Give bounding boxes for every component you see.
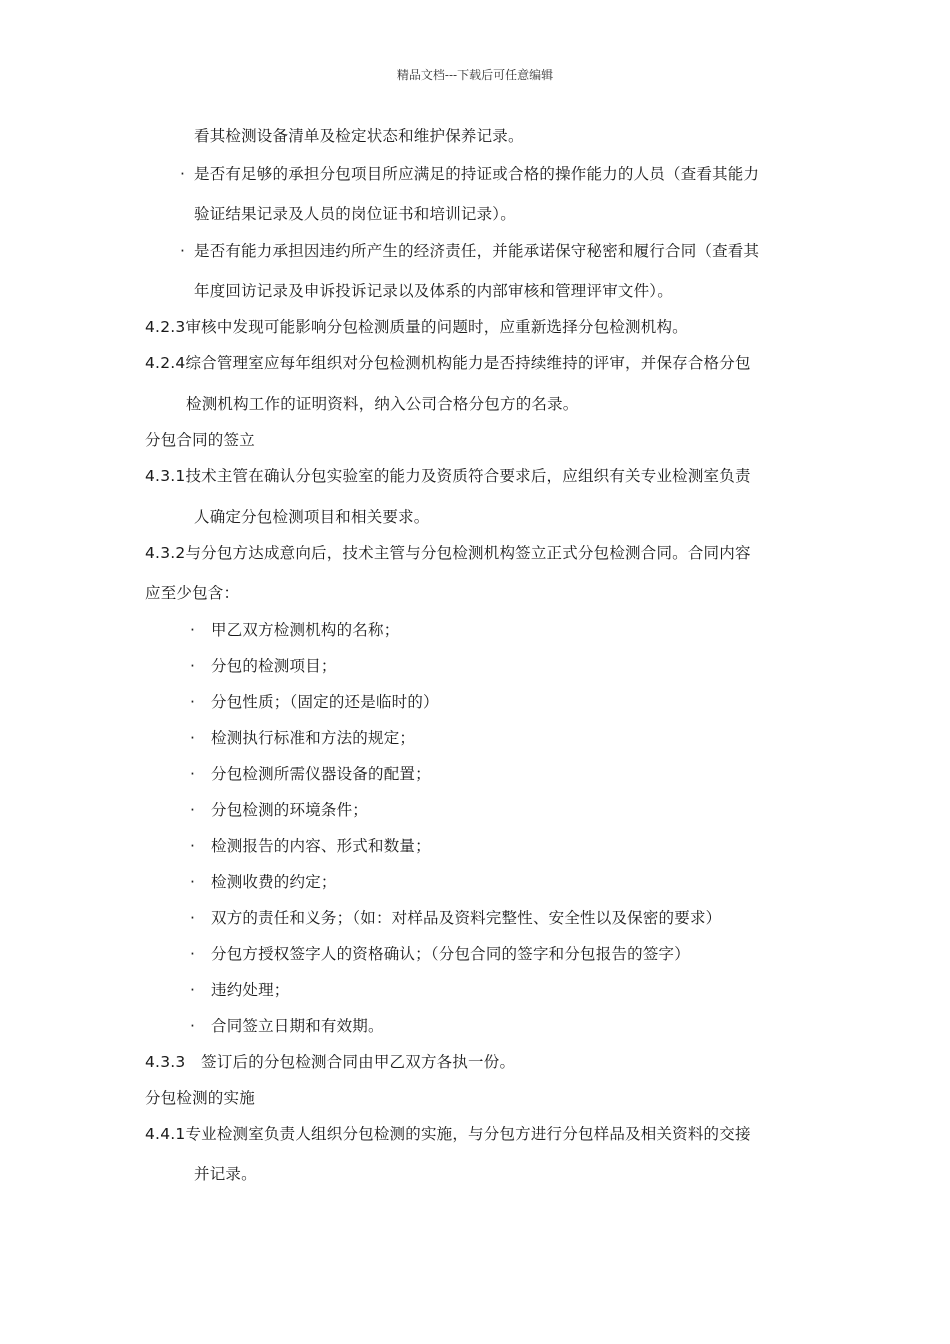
bullet-dot: · bbox=[180, 165, 185, 183]
body-line: 应至少包含： bbox=[145, 584, 240, 602]
body-line: 看其检测设备清单及检定状态和维护保养记录。 bbox=[194, 127, 524, 145]
bullet-dot: · bbox=[190, 909, 195, 927]
bullet-dot: · bbox=[190, 1017, 195, 1035]
bullet-dot: · bbox=[190, 657, 195, 675]
page-header: 精品文档---下载后可任意编辑 bbox=[396, 68, 554, 82]
clause-4-3-2: 4.3.2与分包方达成意向后，技术主管与分包检测机构签立正式分包检测合同。合同内容 bbox=[145, 544, 751, 562]
list-item: 双方的责任和义务；（如：对样品及资料完整性、安全性以及保密的要求） bbox=[211, 909, 722, 927]
clause-4-4-1: 4.4.1专业检测室负责人组织分包检测的实施，与分包方进行分包样品及相关资料的交接 bbox=[145, 1125, 751, 1143]
body-line: 人确定分包检测项目和相关要求。 bbox=[194, 508, 430, 526]
section-heading: 分包检测的实施 bbox=[145, 1089, 255, 1107]
list-item: 合同签立日期和有效期。 bbox=[211, 1017, 384, 1035]
bullet-dot: · bbox=[190, 765, 195, 783]
bullet-dot: · bbox=[190, 801, 195, 819]
clause-4-2-3: 4.2.3审核中发现可能影响分包检测质量的问题时，应重新选择分包检测机构。 bbox=[145, 318, 688, 336]
clause-4-3-1: 4.3.1技术主管在确认分包实验室的能力及资质符合要求后，应组织有关专业检测室负责 bbox=[145, 467, 751, 485]
list-item: 分包方授权签字人的资格确认；（分包合同的签字和分包报告的签字） bbox=[211, 945, 690, 963]
list-item: 甲乙双方检测机构的名称； bbox=[211, 621, 400, 639]
list-item: 分包性质；（固定的还是临时的） bbox=[211, 693, 439, 711]
body-line: 是否有能力承担因违约所产生的经济责任，并能承诺保守秘密和履行合同（查看其 bbox=[194, 242, 760, 260]
body-line: 年度回访记录及申诉投诉记录以及体系的内部审核和管理评审文件）。 bbox=[194, 282, 673, 300]
bullet-dot: · bbox=[190, 693, 195, 711]
bullet-dot: · bbox=[190, 945, 195, 963]
body-line: 验证结果记录及人员的岗位证书和培训记录）。 bbox=[194, 205, 516, 223]
body-line: 检测机构工作的证明资料，纳入公司合格分包方的名录。 bbox=[186, 395, 579, 413]
bullet-dot: · bbox=[190, 621, 195, 639]
list-item: 违约处理； bbox=[211, 981, 290, 999]
list-item: 检测执行标准和方法的规定； bbox=[211, 729, 416, 747]
bullet-dot: · bbox=[190, 837, 195, 855]
bullet-dot: · bbox=[190, 981, 195, 999]
list-item: 检测报告的内容、形式和数量； bbox=[211, 837, 431, 855]
list-item: 检测收费的约定； bbox=[211, 873, 337, 891]
clause-4-3-3: 4.3.3 签订后的分包检测合同由甲乙双方各执一份。 bbox=[145, 1053, 516, 1071]
list-item: 分包的检测项目； bbox=[211, 657, 337, 675]
clause-4-2-4: 4.2.4综合管理室应每年组织对分包检测机构能力是否持续维持的评审，并保存合格分包 bbox=[145, 354, 751, 372]
body-line: 是否有足够的承担分包项目所应满足的持证或合格的操作能力的人员（查看其能力 bbox=[194, 165, 760, 183]
bullet-dot: · bbox=[190, 873, 195, 891]
body-line: 并记录。 bbox=[194, 1165, 257, 1183]
section-heading: 分包合同的签立 bbox=[145, 431, 255, 449]
list-item: 分包检测所需仪器设备的配置； bbox=[211, 765, 431, 783]
bullet-dot: · bbox=[180, 242, 185, 260]
bullet-dot: · bbox=[190, 729, 195, 747]
list-item: 分包检测的环境条件； bbox=[211, 801, 369, 819]
